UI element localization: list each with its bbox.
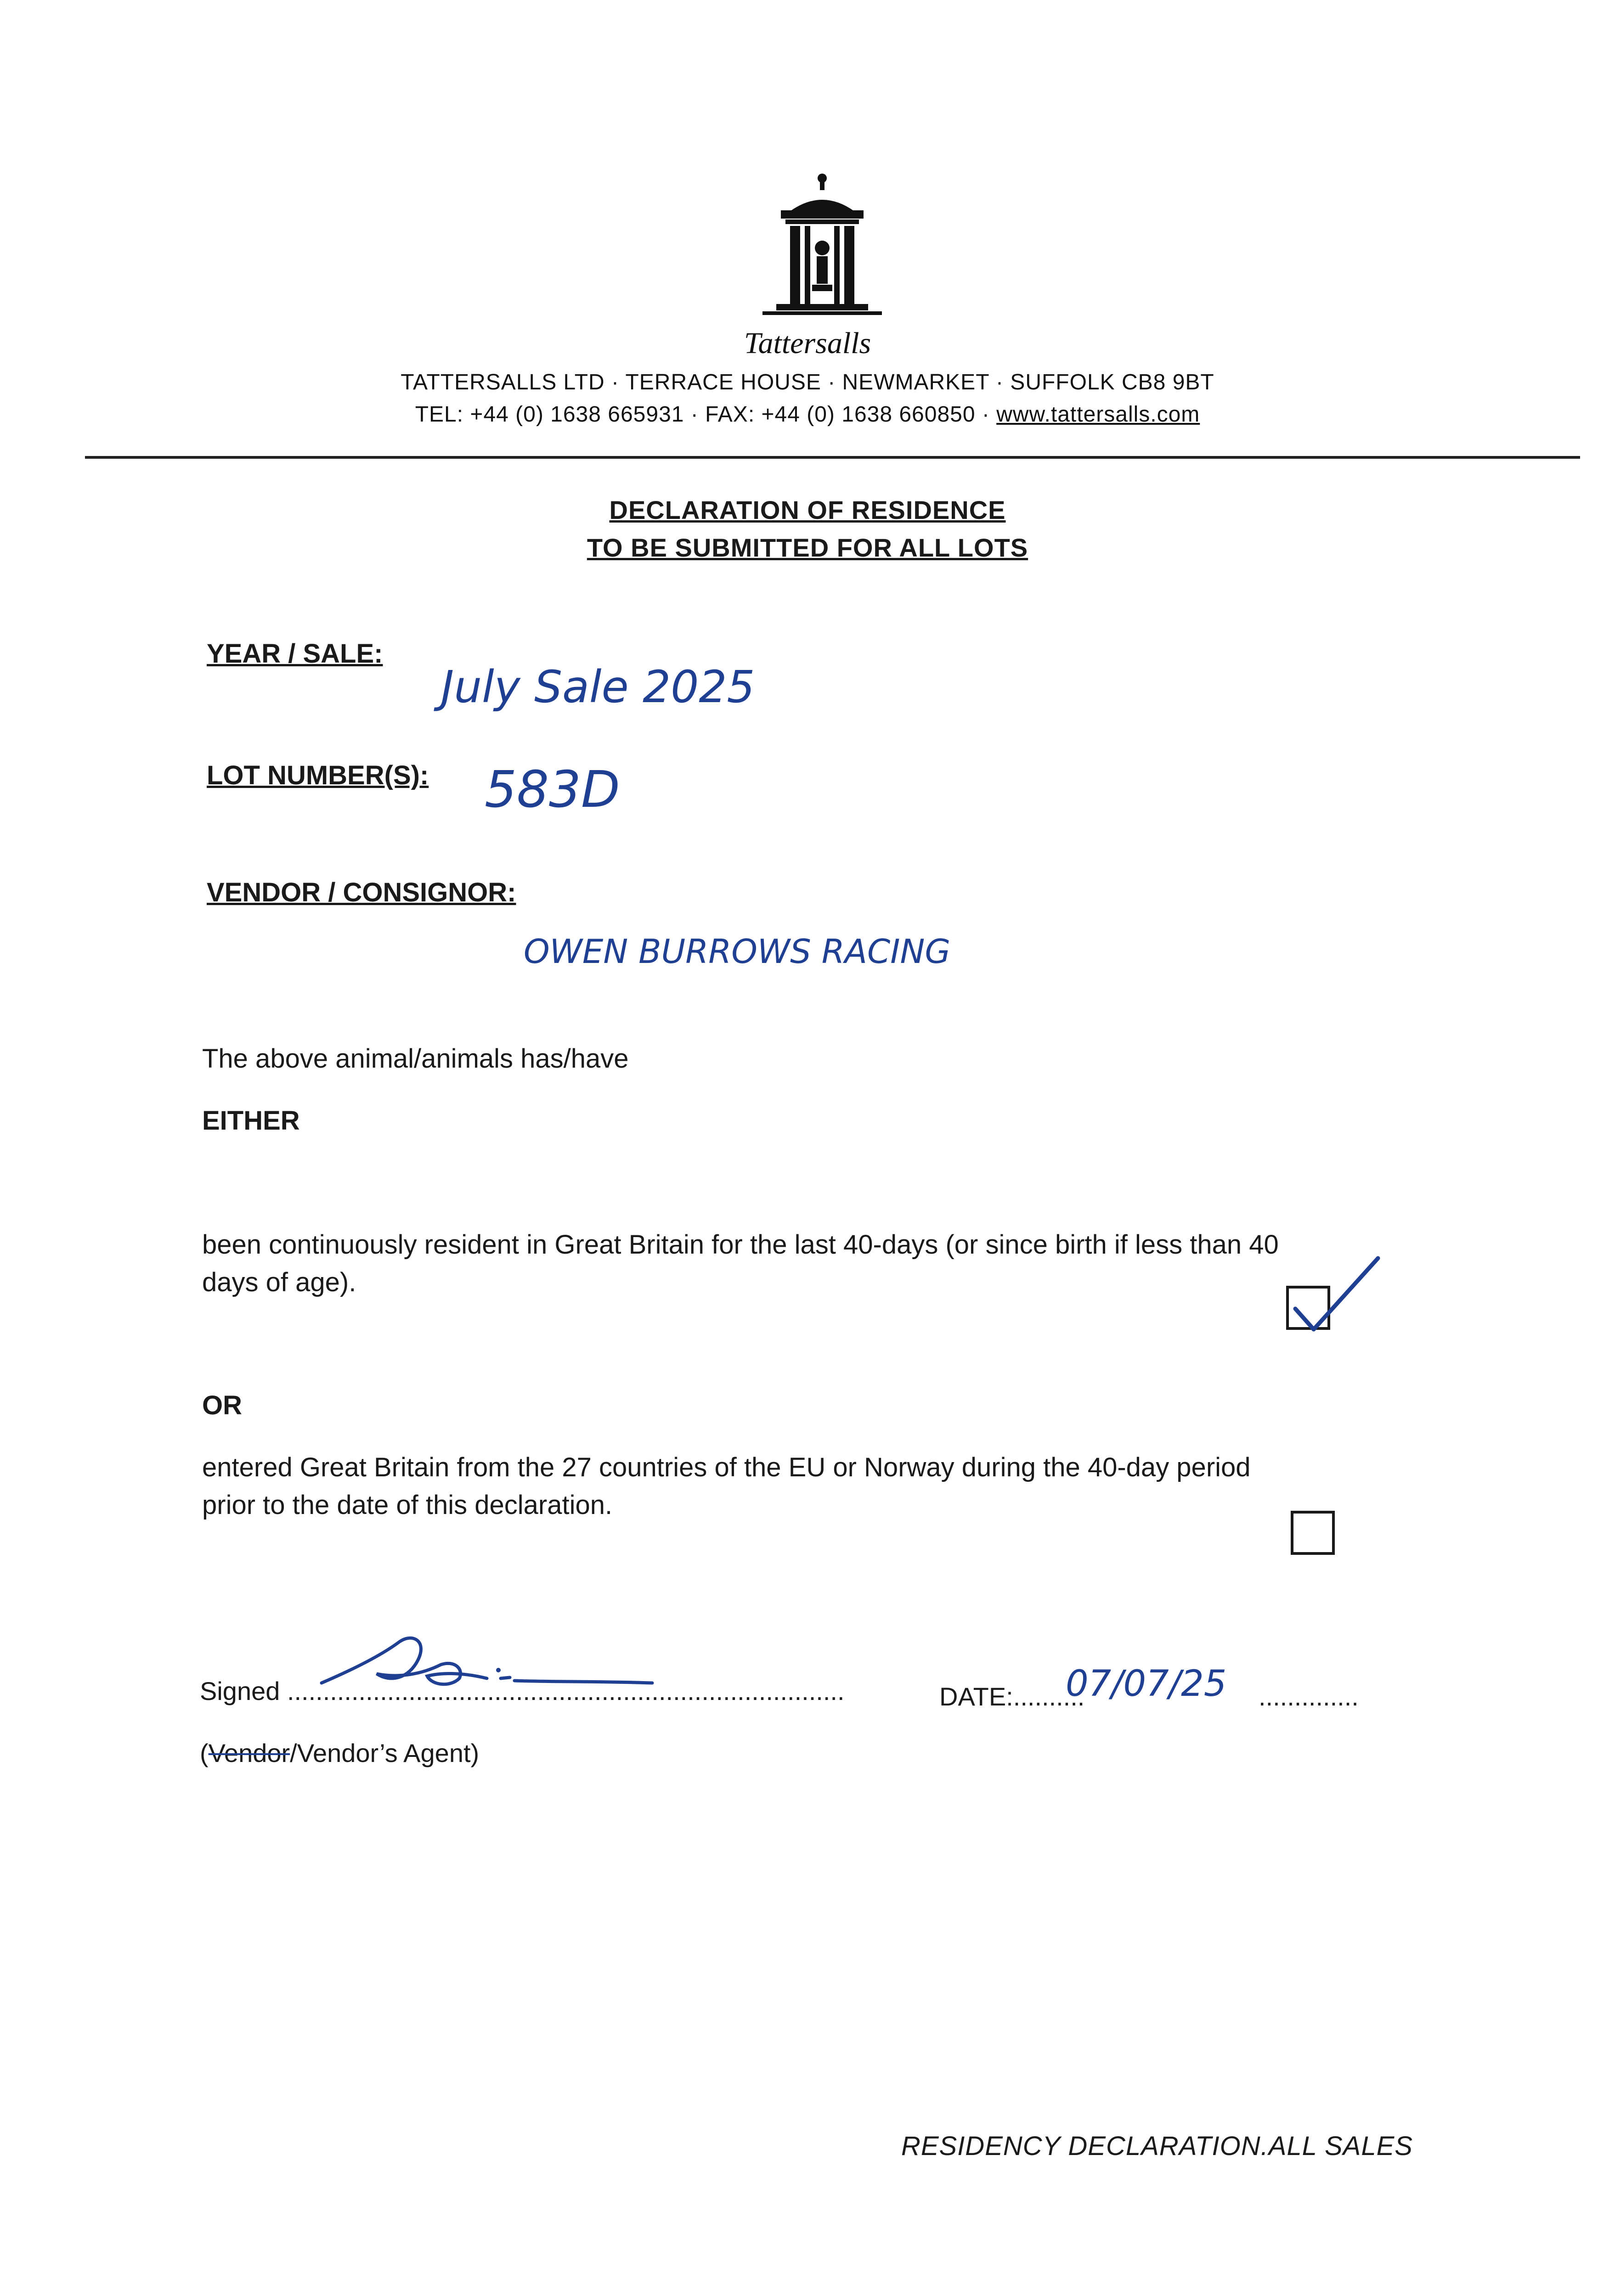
either-heading: EITHER — [202, 1106, 300, 1136]
signatory-role — [200, 1738, 479, 1768]
date-dots-before: .......... — [1013, 1682, 1085, 1711]
lot-number-value: 583D — [485, 760, 620, 819]
document-title: DECLARATION OF RESIDENCE — [609, 495, 1006, 524]
statement-intro: The above animal/animals has/have — [202, 1044, 629, 1074]
option2-line1: entered Great Britain from the 27 countries of the EU or Norway during the 40-day period — [202, 1452, 1251, 1482]
header-divider — [85, 456, 1580, 459]
role-open: ( — [200, 1739, 209, 1767]
brand-name: Tattersalls — [744, 326, 871, 360]
tattersalls-logo — [753, 170, 891, 326]
document-subtitle: TO BE SUBMITTED FOR ALL LOTS — [587, 533, 1028, 562]
vendor-consignor-label: VENDOR / CONSIGNOR: — [207, 878, 516, 907]
option1-line1: been continuously resident in Great Britain for the last 40-days (or since birth if less than 40 — [202, 1230, 1279, 1260]
or-heading: OR — [202, 1390, 242, 1420]
contact-line — [0, 402, 1615, 427]
lot-number-label: LOT NUMBER(S): — [207, 760, 429, 790]
contact-numbers: TEL: +44 (0) 1638 665931 · FAX: +44 (0) 1638 660850 · — [415, 402, 997, 427]
signed-label: Signed — [200, 1677, 280, 1705]
option2-checkbox[interactable] — [1291, 1511, 1335, 1555]
year-sale-value: July Sale 2025 — [441, 661, 755, 713]
website-link[interactable]: www.tattersalls.com — [996, 402, 1200, 427]
option1-line2: days of age). — [202, 1267, 356, 1297]
footer-reference: RESIDENCY DECLARATION.ALL SALES — [901, 2131, 1413, 2161]
company-address: TATTERSALLS LTD · TERRACE HOUSE · NEWMARKET · SUFFOLK CB8 9BT — [401, 370, 1214, 394]
role-vendor-struck: Vendor — [208, 1739, 290, 1767]
checkmark-icon — [1282, 1249, 1387, 1341]
role-agent: /Vendor’s Agent) — [290, 1739, 480, 1767]
date-dots-after: .............. — [1259, 1682, 1359, 1711]
date-label: DATE: — [939, 1682, 1013, 1711]
option2-line2: prior to the date of this declaration. — [202, 1490, 613, 1520]
handwritten-signature — [312, 1628, 661, 1711]
vendor-consignor-value: OWEN BURROWS RACING — [524, 932, 951, 971]
year-sale-label: YEAR / SALE: — [207, 639, 383, 669]
date-row — [939, 1682, 1084, 1711]
signed-dots: .............................................................................. — [287, 1677, 845, 1705]
date-value: 07/07/25 — [1066, 1663, 1227, 1705]
